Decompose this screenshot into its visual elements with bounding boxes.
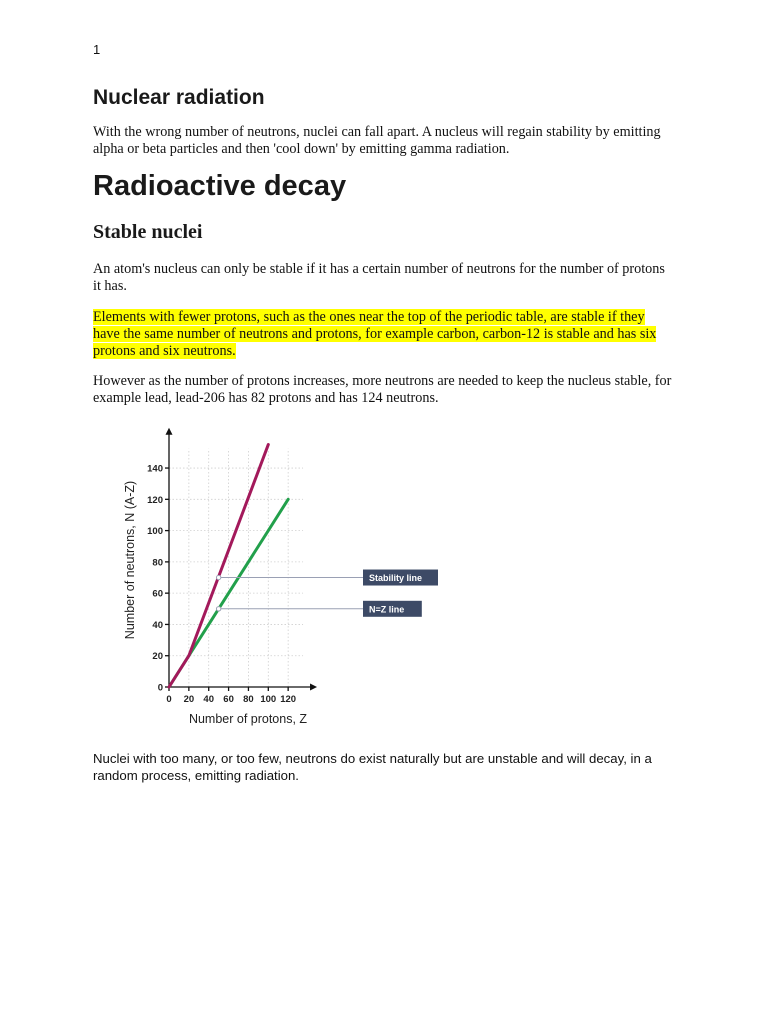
annotation-point (216, 607, 220, 611)
annotation-label: Stability line (369, 573, 423, 584)
heading-radioactive-decay: Radioactive decay (93, 170, 347, 202)
y-tick-label: 20 (152, 651, 163, 663)
highlighted-text: Elements with fewer protons, such as the ones near the top of the periodic table, are stable if they have the same number of neutrons and protons, for example carbon, carbon-12 is stable and has six protons and six neutrons. (93, 309, 657, 359)
series-line-stability-line (169, 445, 268, 687)
page-number: 1 (93, 42, 101, 57)
x-axis-arrow (310, 684, 317, 691)
x-tick-label: 120 (280, 694, 297, 705)
annotation-point (216, 575, 220, 579)
paragraph-more-neutrons: However as the number of protons increases, more neutrons are needed to keep the nucleus stable, for example lead, lead-206 has 82 protons and has 124 neutrons. (93, 373, 672, 406)
x-tick-label: 0 (166, 694, 172, 705)
y-tick-label: 40 (152, 619, 163, 631)
neutron-proton-chart (118, 425, 438, 730)
x-tick-label: 80 (243, 694, 254, 705)
paragraph-unstable-nuclei: Nuclei with too many, or too few, neutrons do exist naturally but are unstable and will decay, in a random process, emitting radiation. (93, 751, 652, 783)
chart-axes (166, 428, 318, 691)
y-tick-label: 140 (147, 463, 163, 475)
paragraph-intro: With the wrong number of neutrons, nuclei can fall apart. A nucleus will regain stability by emitting alpha or beta particles and then 'cool down' by emitting gamma radiation. (93, 124, 661, 157)
y-tick-label: 80 (152, 557, 163, 569)
y-axis-arrow (166, 428, 173, 435)
x-tick-label: 40 (203, 694, 215, 705)
x-tick-label: 20 (183, 694, 195, 705)
heading-nuclear-radiation: Nuclear radiation (93, 86, 265, 109)
y-axis-label: Number of neutrons, N (A-Z) (123, 480, 137, 640)
heading-stable-nuclei: Stable nuclei (93, 221, 203, 243)
x-tick-label: 60 (223, 694, 234, 705)
y-tick-label: 0 (157, 682, 163, 694)
y-tick-label: 60 (152, 588, 163, 600)
y-tick-label: 120 (147, 494, 163, 506)
x-tick-label: 100 (260, 694, 277, 705)
annotation-label: N=Z line (369, 604, 405, 615)
y-tick-label: 100 (147, 526, 163, 538)
paragraph-highlighted (93, 309, 673, 360)
paragraph-stability: An atom's nucleus can only be stable if it has a certain number of neutrons for the number of protons it has. (93, 261, 665, 294)
x-axis-label: Number of protons, Z (188, 712, 308, 726)
